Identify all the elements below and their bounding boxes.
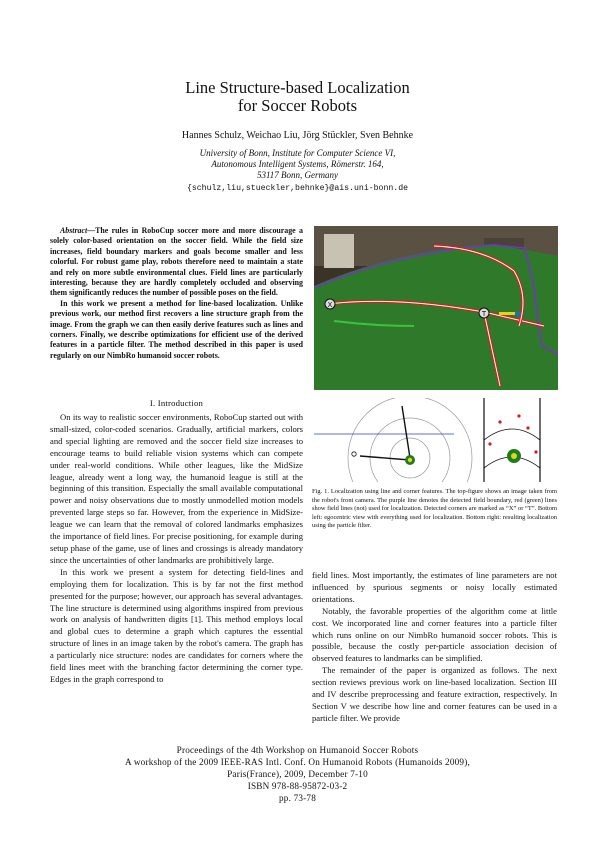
abstract-label: Abstract <box>60 226 88 235</box>
footer-line2: A workshop of the 2009 IEEE-RAS Intl. Conf. On Humanoid Robots (Humanoids 2009), <box>125 757 470 767</box>
egocentric-line-3 <box>360 456 410 460</box>
footer-line3: Paris(France), 2009, December 7-10 <box>227 769 368 779</box>
right-column-text <box>312 570 557 725</box>
corner-marker-x <box>325 299 335 309</box>
egocentric-view <box>314 398 472 482</box>
author-emails: {schulz,liu,stueckler,behnke}@ais.uni-bonn.de <box>186 184 409 193</box>
abstract-paragraph-1: —The rules in RoboCup soccer more and more discourage a solely color-based orientation on the soccer field. While the field size increases, field boundary markers and goals become smaller and less colorful. For robust game play, robots therefore need to maintain a state and rely on more subtle environmental clues. Field lines are particularly interesting, because they are hardly completely occluded and observing them significantly reduces the number of possible poses on the field. <box>50 226 303 298</box>
particle-filter-view <box>484 398 540 482</box>
intro-paragraph-1: On its way to realistic soccer environments, RoboCup started out with small-sized, color-coded scenarios. Gradually, artificial markers, colors and special lighting are removed and the soccer field size increases to encourage teams to build reliable vision systems which can compete under real-world conditions. While other leagues, like the MidSize league, already went a long way, the humanoid league is still at the beginning of this transition. Especially the small available computational power and noisy observations due to mostly unmodelled motion models prevented large steps so far. However, from the experience in MidSize-league we can learn that the removal of colored landmarks emphasizes the importance of field lines. For precise positioning, for example during setup phase of the game, use of lines and crossings is already mandatory since the uncertainties of other landmarks are prohibitively large. <box>50 412 303 565</box>
corner-marker-t <box>479 308 489 318</box>
right-paragraph-3: The remainder of the paper is organized as follows. The next section reviews previous work on line-based localization. Section III and IV describe preprocessing and feature extraction, respectively. In Section V we describe how line and corner features can be used in a particle filter. We provide <box>312 665 557 723</box>
introduction-text <box>50 412 303 686</box>
figure-1-caption: Fig. 1. Localization using line and corner features. The top-figure shows an image taken from the robot's front camera. The purple line denotes the detected field boundary, red (green) lines show field lines (not) used for localization. Detected corners are marked as “X” or “T”. Bottom left: egocentric view with everything used for localization. Bottom right: resulting localization using the particle filter. <box>312 488 557 529</box>
footer-line1: Proceedings of the 4th Workshop on Humanoid Soccer Robots <box>176 745 419 755</box>
figure-camera-image <box>314 226 558 390</box>
abstract-paragraph-2: In this work we present a method for line-based localization. Unlike previous work, our method first recovers a line structure graph from the image. From the graph we can then easily derive features such as lines and corners. Finally, we describe optimizations for efficient use of the derived features in a particle filter. The method described in this paper is used regularly on our NimbRo humanoid soccer robots. <box>50 298 303 360</box>
footer-pages: pp. 73-78 <box>278 793 317 803</box>
figure-localization-views <box>314 398 558 482</box>
affiliation-line3: 53117 Bonn, Germany <box>256 170 339 180</box>
affiliation-line2: Autonomous Intelligent Systems, Römerstr. 164, <box>211 159 384 169</box>
right-paragraph-1: field lines. Most importantly, the estimates of line parameters are not influenced by spurious segments or noisy locally estimated orientations. <box>312 570 557 604</box>
footer-isbn: ISBN 978-88-95872-03-2 <box>247 781 348 791</box>
right-paragraph-2: Notably, the favorable properties of the algorithm come at little cost. We incorporated line and corner features into a particle filter which runs online on our NimbRo humanoid soccer robots. This is possible, because the costly per-particle association decision of observed features to landmarks can be simplified. <box>312 605 557 664</box>
background-window <box>324 234 354 268</box>
goal-post-marker-yellow <box>499 312 515 315</box>
egocentric-line-2 <box>402 406 410 458</box>
paper-title-line1: Line Structure-based Localization <box>185 78 410 97</box>
corner-label-t: T <box>481 311 487 318</box>
corner-label-x: X <box>327 302 333 309</box>
goal-post-marker-blue <box>515 312 521 315</box>
affiliation-line1: University of Bonn, Institute for Computer Science VI, <box>199 148 396 158</box>
paper-title-line2: for Soccer Robots <box>237 96 358 115</box>
authors: Hannes Schulz, Weichao Liu, Jörg Stückler, Sven Behnke <box>181 130 414 141</box>
section-heading-introduction: I. Introduction <box>149 398 204 408</box>
abstract <box>50 226 303 361</box>
egocentric-x-marker <box>352 452 356 456</box>
intro-paragraph-2: In this work we present a system for detecting field-lines and employing them for localization. This is by far not the first method presented for the purpose; however, our approach has several advantages. The line structure is determined using algorithms inspired from previous work on analysis of handwritten digits [1]. This method employs local and global cues to determine a graph which captures the essential structure of lines in an image taken by the robot's camera. The graph has a particularly nice structure: nodes are candidates for corners where the field lines meet with the branching factor determining the corner type. Edges in the graph correspond to <box>50 566 303 684</box>
